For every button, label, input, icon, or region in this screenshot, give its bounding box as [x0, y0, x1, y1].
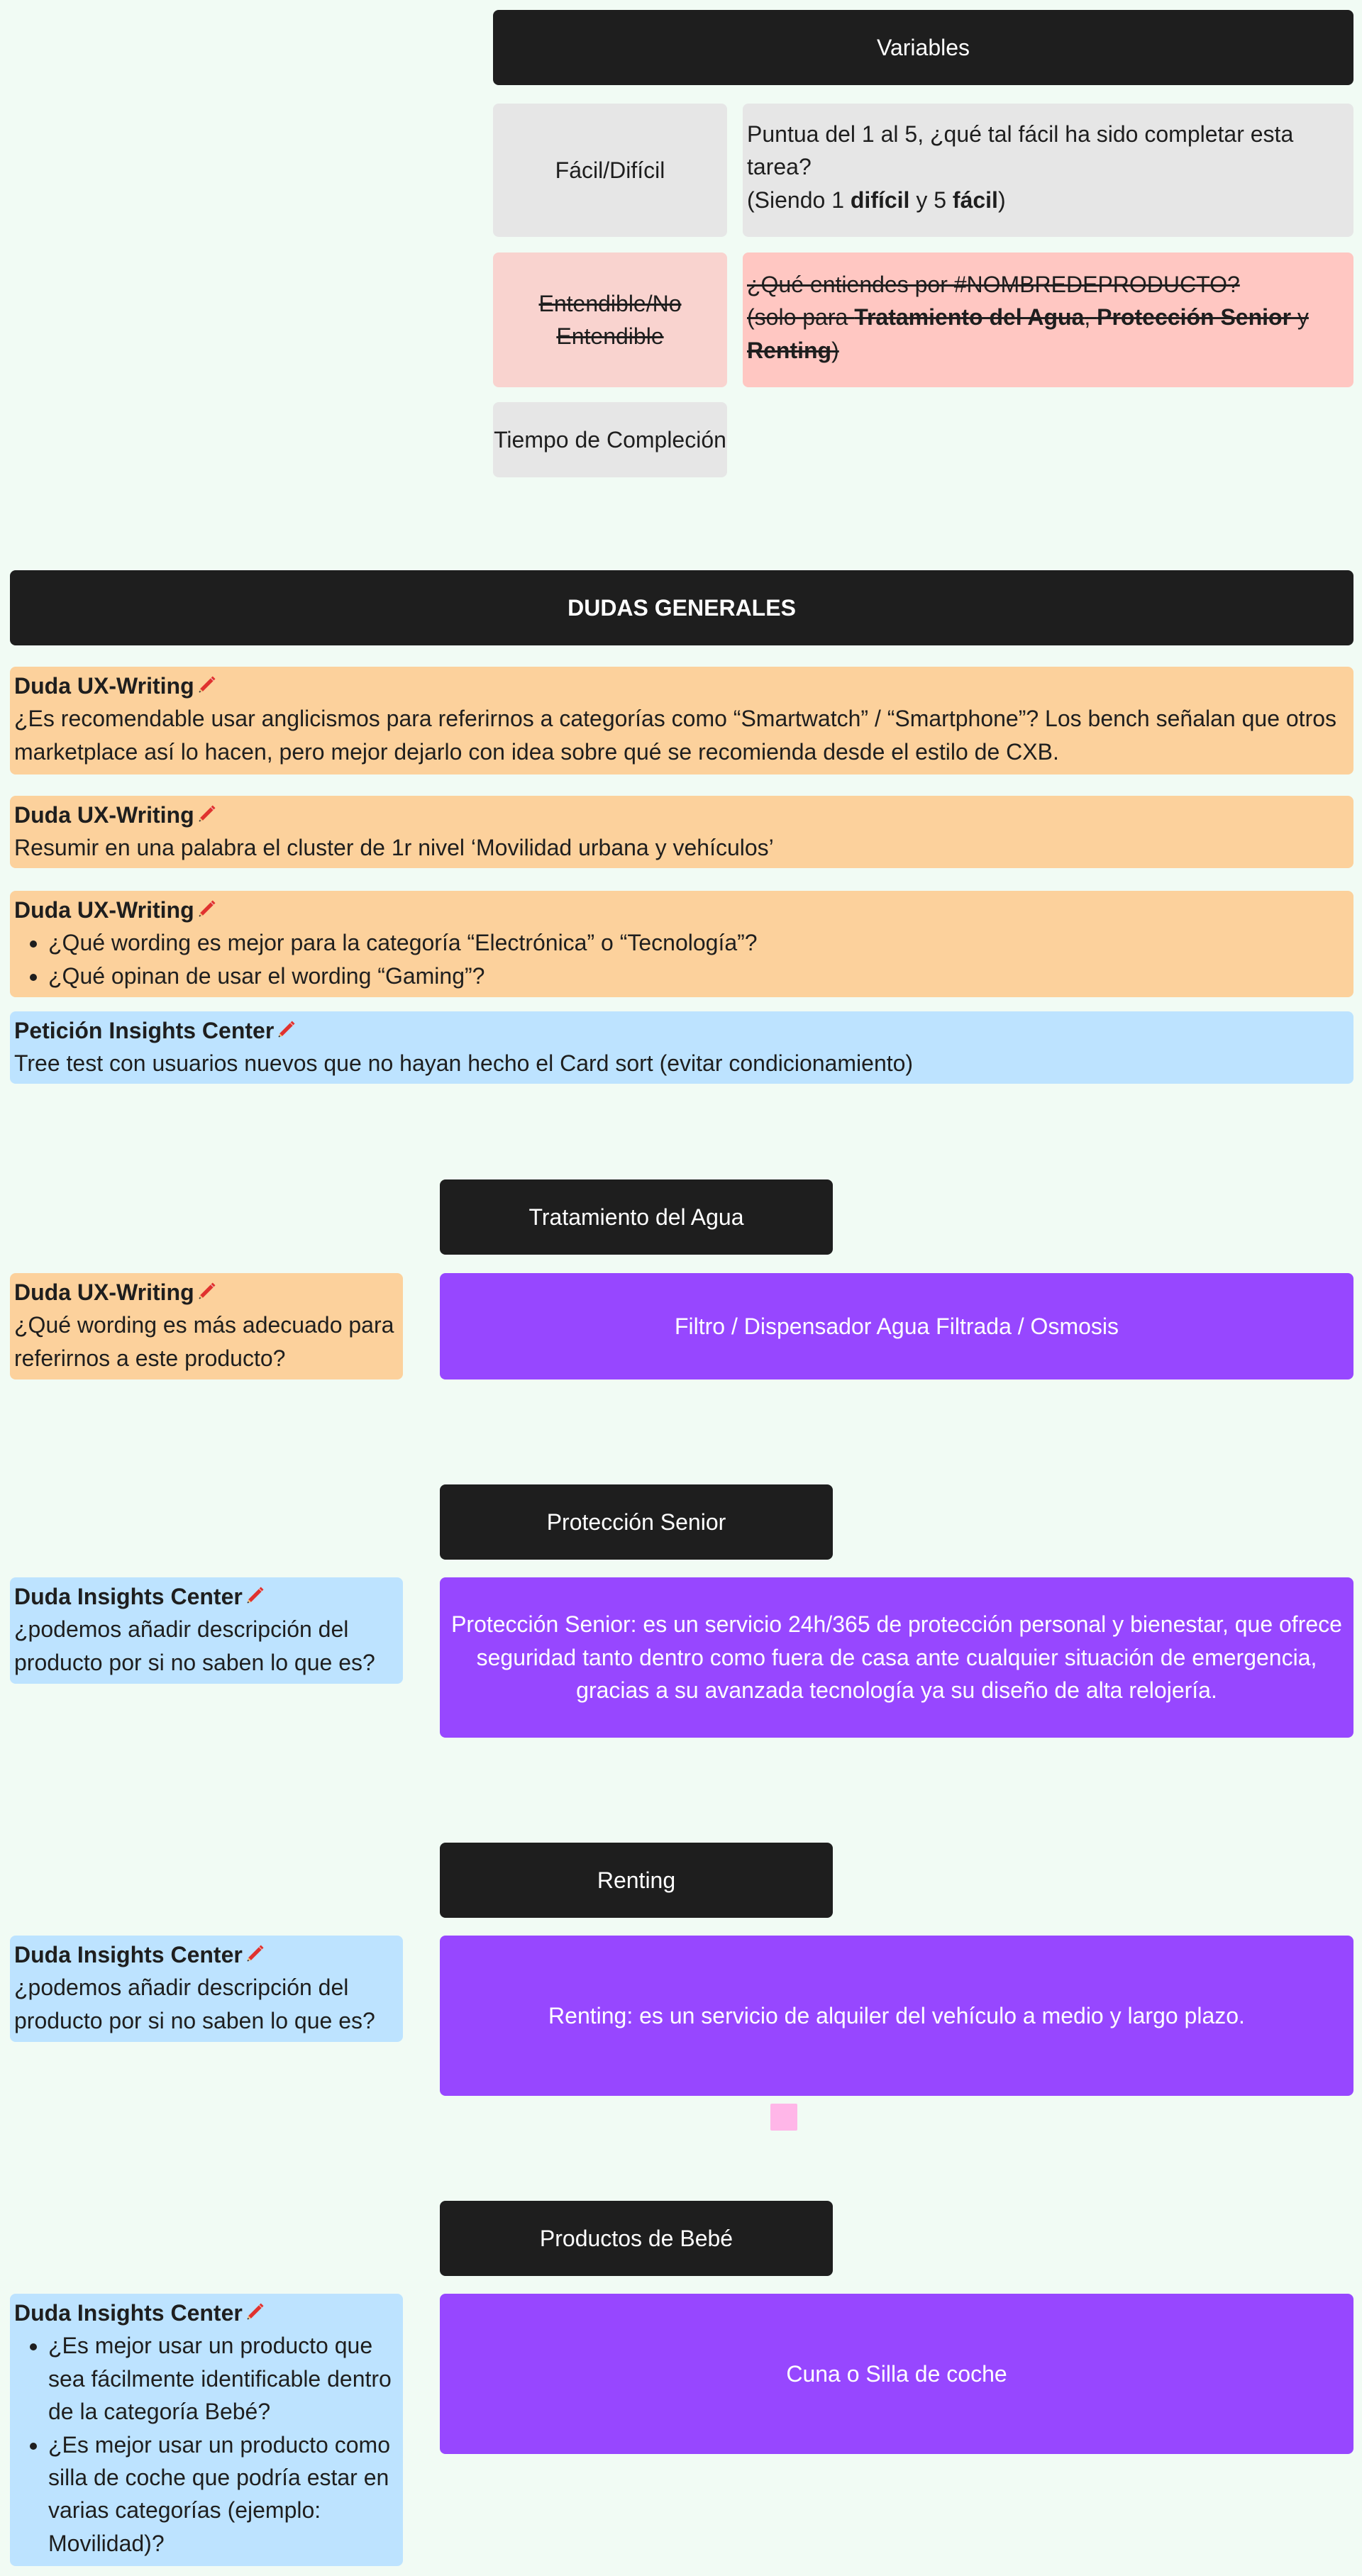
general-note-3	[10, 891, 1353, 997]
product-card-tratamiento: Filtro / Dispensador Agua Filtrada / Osmosis	[440, 1273, 1353, 1379]
general-note-1	[10, 667, 1353, 775]
list-item: • ¿Es mejor usar un producto que sea fácilmente identificable dentro de la categoría Bebé?	[48, 2329, 399, 2428]
note-title: Duda Insights Center	[14, 1938, 399, 1971]
note-title: Duda UX-Writing	[14, 799, 1349, 831]
pencil-icon	[244, 1943, 265, 1965]
pencil-icon	[244, 2302, 265, 2323]
entendible-scope: (solo para Tratamiento del Agua, Protección Senior y Renting)	[747, 304, 1309, 363]
note-bullets	[14, 926, 1349, 992]
entendible-label-cell: Entendible/No Entendible	[493, 252, 727, 387]
general-note-2	[10, 796, 1353, 868]
product-card-bebe: Cuna o Silla de coche	[440, 2294, 1353, 2454]
product-card-renting: Renting: es un servicio de alquiler del vehículo a medio y largo plazo.	[440, 1936, 1353, 2096]
tiempo-label-cell: Tiempo de Compleción	[493, 402, 727, 477]
facil-scale: (Siendo 1 difícil y 5 fácil)	[747, 187, 1006, 213]
note-bullets	[14, 2329, 399, 2560]
note-body: ¿podemos añadir descripción del producto por si no saben lo que es?	[14, 1616, 375, 1675]
pencil-icon	[196, 899, 217, 920]
variables-header: Variables	[493, 10, 1353, 85]
note-title: Duda Insights Center	[14, 2297, 399, 2329]
pencil-icon	[244, 1585, 265, 1606]
entendible-text-cell	[743, 252, 1353, 387]
note-body: ¿Qué wording es más adecuado para referirnos a este producto?	[14, 1312, 394, 1371]
section-header-bebe: Productos de Bebé	[440, 2201, 833, 2276]
facil-question: Puntua del 1 al 5, ¿qué tal fácil ha sido completar esta tarea?	[747, 121, 1294, 180]
facil-label-cell: Fácil/Difícil	[493, 104, 727, 237]
note-body: Tree test con usuarios nuevos que no hayan hecho el Card sort (evitar condicionamiento)	[14, 1050, 914, 1077]
list-item: • ¿Qué opinan de usar el wording “Gaming”?	[48, 960, 1349, 992]
pencil-icon	[196, 1281, 217, 1302]
note-title: Duda UX-Writing	[14, 670, 1349, 702]
list-item: • ¿Es mejor usar un producto como silla de coche que podría estar en varias categorías (ejemplo: Movilidad)?	[48, 2428, 399, 2560]
note-body: ¿Es recomendable usar anglicismos para referirnos a categorías como “Smartwatch” / “Smartphone”? Los bench señalan que otros marketplace así lo hacen, pero mejor dejarlo con idea sobre qué se recomienda desde el estilo de CXB.	[14, 706, 1337, 765]
note-title: Duda Insights Center	[14, 1580, 399, 1613]
pencil-icon	[196, 674, 217, 696]
note-body: Resumir en una palabra el cluster de 1r nivel ‘Movilidad urbana y vehículos’	[14, 835, 774, 861]
section-note-proteccion	[10, 1577, 403, 1684]
section-header-renting: Renting	[440, 1843, 833, 1918]
note-body: ¿podemos añadir descripción del producto por si no saben lo que es?	[14, 1975, 375, 2033]
note-title: Petición Insights Center	[14, 1014, 1349, 1047]
facil-text-cell	[743, 104, 1353, 237]
pink-square[interactable]	[770, 2104, 797, 2131]
entendible-question: ¿Qué entiendes por #NOMBREDEPRODUCTO?	[747, 272, 1240, 297]
note-title: Duda UX-Writing	[14, 894, 1349, 926]
section-header-proteccion: Protección Senior	[440, 1484, 833, 1560]
pencil-icon	[275, 1019, 297, 1040]
list-item: • ¿Qué wording es mejor para la categoría “Electrónica” o “Tecnología”?	[48, 926, 1349, 959]
general-header: DUDAS GENERALES	[10, 570, 1353, 645]
section-note-renting	[10, 1936, 403, 2042]
section-note-bebe	[10, 2294, 403, 2566]
section-note-tratamiento	[10, 1273, 403, 1379]
section-header-tratamiento: Tratamiento del Agua	[440, 1179, 833, 1255]
pencil-icon	[196, 804, 217, 825]
product-card-proteccion: Protección Senior: es un servicio 24h/365 de protección personal y bienestar, que ofrece seguridad tanto dentro como fuera de casa ante cualquier situación de emergencia, gracias a su avanzada tecnología ya su diseño de alta relojería.	[440, 1577, 1353, 1738]
general-note-4	[10, 1011, 1353, 1084]
note-title: Duda UX-Writing	[14, 1276, 399, 1309]
